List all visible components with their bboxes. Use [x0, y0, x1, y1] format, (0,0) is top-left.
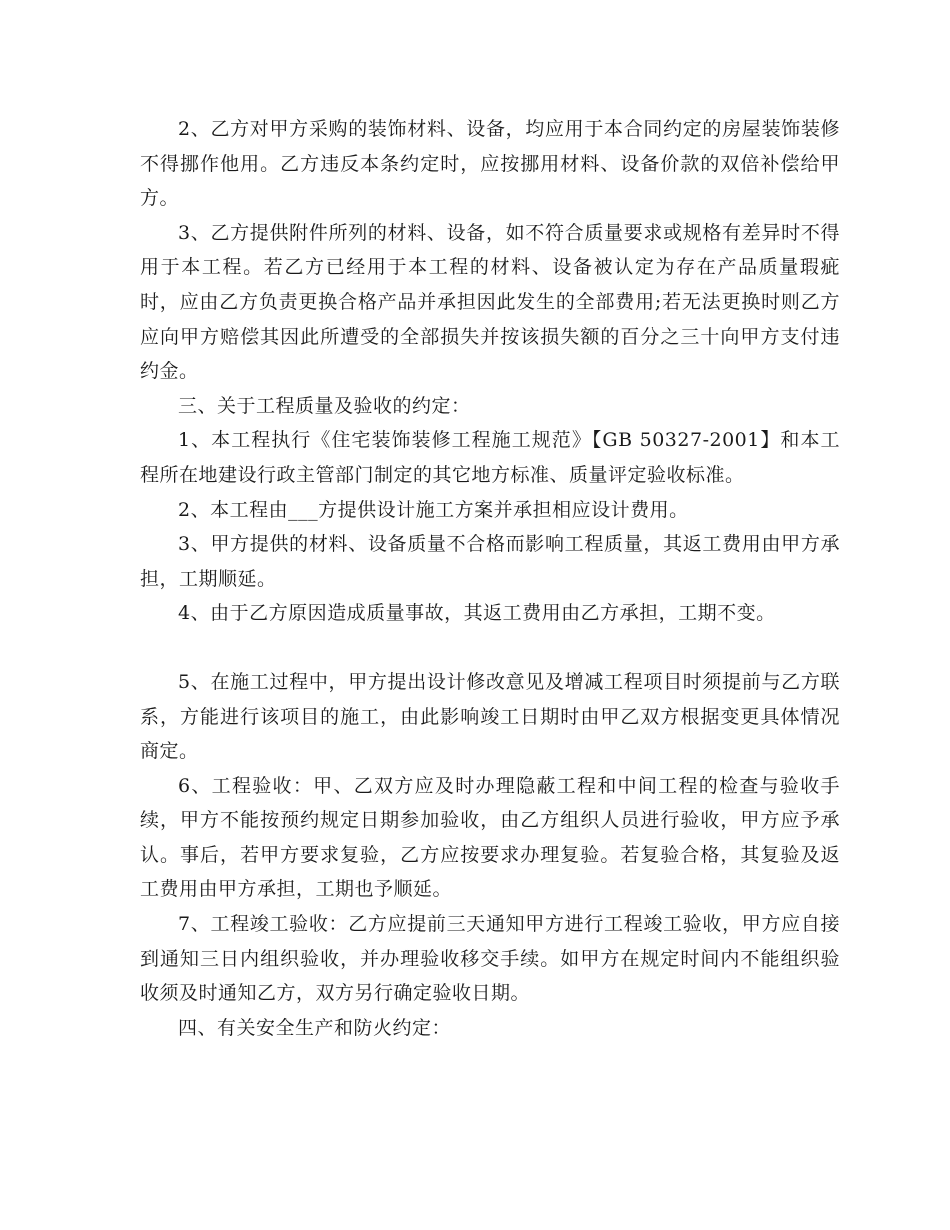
section-3-clause-5: 5、在施工过程中，甲方提出设计修改意见及增减工程项目时须提前与乙方联系，方能进行该项目的施工，由此影响竣工日期时由甲乙双方根据变更具体情况商定。 — [140, 670, 840, 763]
section-3-clause-1: 1、本工程执行《住宅装饰装修工程施工规范》【GB 50327-2001】和本工程所在地建设行政主管部门制定的其它地方标准、质量评定验收标准。 — [140, 429, 840, 486]
section-3-clause-2: 2、本工程由___方提供设计施工方案并承担相应设计费用。 — [178, 498, 689, 521]
section-3-clause-6: 6、工程验收：甲、乙双方应及时办理隐蔽工程和中间工程的检查与验收手续，甲方不能按预约规定日期参加验收，由乙方组织人员进行验收，甲方应予承认。事后，若甲方要求复验，乙方应按要求办理复验。若复验合格，其复验及返工费用由甲方承担，工期也予顺延。 — [140, 774, 840, 901]
clause-2-materials-use: 2、乙方对甲方采购的装饰材料、设备，均应用于本合同约定的房屋装饰装修不得挪作他用。乙方违反本条约定时，应按挪用材料、设备价款的双倍补偿给甲方。 — [140, 118, 840, 210]
clause-3-materials-quality: 3、乙方提供附件所列的材料、设备，如不符合质量要求或规格有差异时不得用于本工程。若乙方已经用于本工程的材料、设备被认定为存在产品质量瑕疵时，应由乙方负责更换合格产品并承担因此发生的全部费用;若无法更换时则乙方应向甲方赔偿其因此所遭受的全部损失并按该损失额的百分之三十向甲方支付违约金。 — [140, 221, 840, 383]
section-4-heading: 四、有关安全生产和防火约定： — [178, 1016, 452, 1039]
section-3-clause-7: 7、工程竣工验收：乙方应提前三天通知甲方进行工程竣工验收，甲方应自接到通知三日内组织验收，并办理验收移交手续。如甲方在规定时间内不能组织验收须及时通知乙方，双方另行确定验收日期。 — [140, 913, 840, 1005]
section-3-heading: 三、关于工程质量及验收的约定： — [178, 394, 471, 417]
section-3-clause-4: 4、由于乙方原因造成质量事故，其返工费用由乙方承担，工期不变。 — [178, 602, 776, 625]
section-3-clause-3: 3、甲方提供的材料、设备质量不合格而影响工程质量，其返工费用由甲方承担，工期顺延。 — [140, 533, 840, 590]
